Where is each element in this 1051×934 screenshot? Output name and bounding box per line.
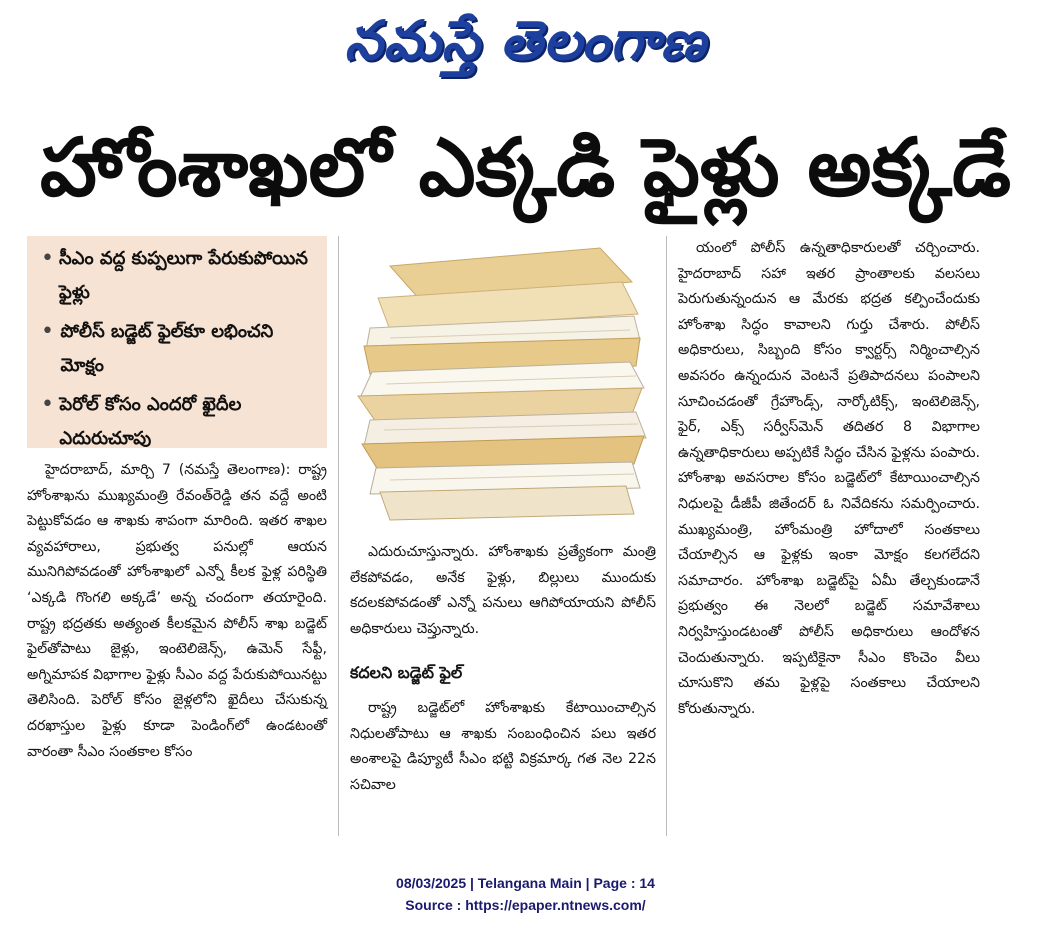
article-column-2 — [350, 540, 656, 798]
page-footer — [0, 872, 1051, 916]
article-column-1 — [27, 458, 327, 765]
highlights-box — [27, 236, 327, 448]
article-paragraph: రాష్ట్ర బడ్జెట్‌లో హోంశాఖకు కేటాయించాల్సిన నిధులతోపాటు ఆ శాఖకు సంబంధించిన పలు ఇతర అంశాలపై డిప్యూటీ సీఎం భట్టి విక్రమార్క గత నెల 22న సచివాల — [350, 699, 656, 793]
highlight-text: సీఎం వద్ద కుప్పలుగా పేరుకుపోయిన ఫైళ్లు — [59, 248, 308, 303]
article-subheading: కదలని బడ్జెట్ ఫైల్ — [350, 663, 463, 683]
stacked-files-photo — [350, 242, 656, 532]
bullet-icon: • — [41, 392, 54, 417]
article-paragraph: హైదరాబాద్, మార్చి 7 (నమస్తే తెలంగాణ): రాష్ట్ర హోంశాఖను ముఖ్యమంత్రి రేవంత్‌రెడ్డి తన వద్దే అంటి పెట్టుకోవడం ఆ శాఖకు శాపంగా మారింది. ఇతర శాఖల వ్యవహారాలు, ప్రభుత్వ పనుల్లో ఆయన మునిగిపోవడంతో హోంశాఖలో ఎన్నో కీలక ఫైళ్ల పరిస్థితి ‘ఎక్కడి గొంగలి అక్కడే’ అన్న చందంగా తయారైంది. రాష్ట్ర భద్రతకు అత్యంత కీలకమైన పోలీస్ శాఖ బడ్జెట్ ఫైల్‌తోపాటు జైళ్లు, ఇంటెలిజెన్స్, ఉమెన్ సేఫ్టీ, అగ్నిమాపక విభాగాల ఫైళ్లు సీఎం వద్ద పేరుకుపోయినట్టు తెలిసింది. పెరోల్ కోసం జైళ్లలోని ఖైదీలు చేసుకున్న దరఖాస్తుల ఫైళ్లు కూడా పెండింగ్‌లో ఉండటంతో వారంతా సీఎం సంతకాల కోసం — [27, 462, 327, 760]
highlight-text: పోలీస్ బడ్జెట్ ఫైల్‌కూ లభించని మోక్షం — [60, 321, 274, 376]
article-paragraph: యంలో పోలీస్ ఉన్నతాధికారులతో చర్చించారు. హైదరాబాద్ సహా ఇతర ప్రాంతాలకు వలసలు పెరుగుతున్నందున ఆ మేరకు భద్రత కల్పించేందుకు హోంశాఖ సిద్ధం కావాలని గుర్తు చేశారు. పోలీస్ అధికారులు, సిబ్బంది కోసం క్వార్టర్స్ నిర్మించాల్సిన అవసరం ఉన్నందున వెంటనే ప్రతిపాదనలు పంపాలని సూచించడంతో గ్రేహౌండ్స్, నార్కోటిక్స్, ఇంటెలిజెన్స్, ఫైర్, ఎక్స్ సర్వీస్‌మెన్ తదితర 8 విభాగాల ఉన్నతాధికారులు అప్పటికే సిద్ధం చేసిన ఫైళ్లను పంపారు. హోంశాఖ అవసరాల కోసం బడ్జెట్‌లో కేటాయించాల్సిన నిధులపై డీజీపీ జితేందర్ ఓ నివేదికను సమర్పించారు. ముఖ్యమంత్రి, హోంమంత్రి హోదాలో సంతకాలు చేయాల్సిన ఆ ఫైళ్లకు ఇంకా మోక్షం కలగలేదని సమాచారం. హోంశాఖ బడ్జెట్‌పై ఏమీ తేల్చకుండానే ప్రభుత్వం ఈ నెలలో బడ్జెట్ సమావేశాలు నిర్వహిస్తుండటంతో పోలీస్ అధికారులు ఆందోళన చెందుతున్నారు. ఇప్పటికైనా సీఎం కొంచెం వీలు చూసుకొని తమ ఫైళ్లపై సంతకాలు చేయాలని కోరుతున్నారు. — [678, 240, 980, 717]
bullet-icon: • — [41, 246, 54, 271]
source-link[interactable]: Source : https://epaper.ntnews.com/ — [405, 897, 646, 913]
article-headline: హోంశాఖలో ఎక్కడి ఫైళ్లు అక్కడే — [39, 121, 1012, 214]
edition-info: 08/03/2025 | Telangana Main | Page : 14 — [396, 875, 655, 891]
bullet-icon: • — [41, 319, 54, 344]
newspaper-masthead: నమస్తే తెలంగాణ — [344, 8, 707, 72]
highlight-item — [41, 388, 317, 456]
column-divider — [338, 236, 339, 836]
highlight-item — [41, 242, 317, 310]
highlight-text: పెరోల్ కోసం ఎందరో ఖైదీల ఎదురుచూపు — [59, 394, 242, 449]
article-paragraph: ఎదురుచూస్తున్నారు. హోంశాఖకు ప్రత్యేకంగా మంత్రి లేకపోవడం, అనేక ఫైళ్లు, బిల్లులు ముందుకు కదలకపోవడంతో ఎన్నో పనులు ఆగిపోయాయని పోలీస్ అధికారులు చెప్తున్నారు. — [350, 544, 656, 637]
highlight-item — [41, 315, 317, 383]
article-column-3 — [678, 236, 980, 722]
column-divider — [666, 236, 667, 836]
